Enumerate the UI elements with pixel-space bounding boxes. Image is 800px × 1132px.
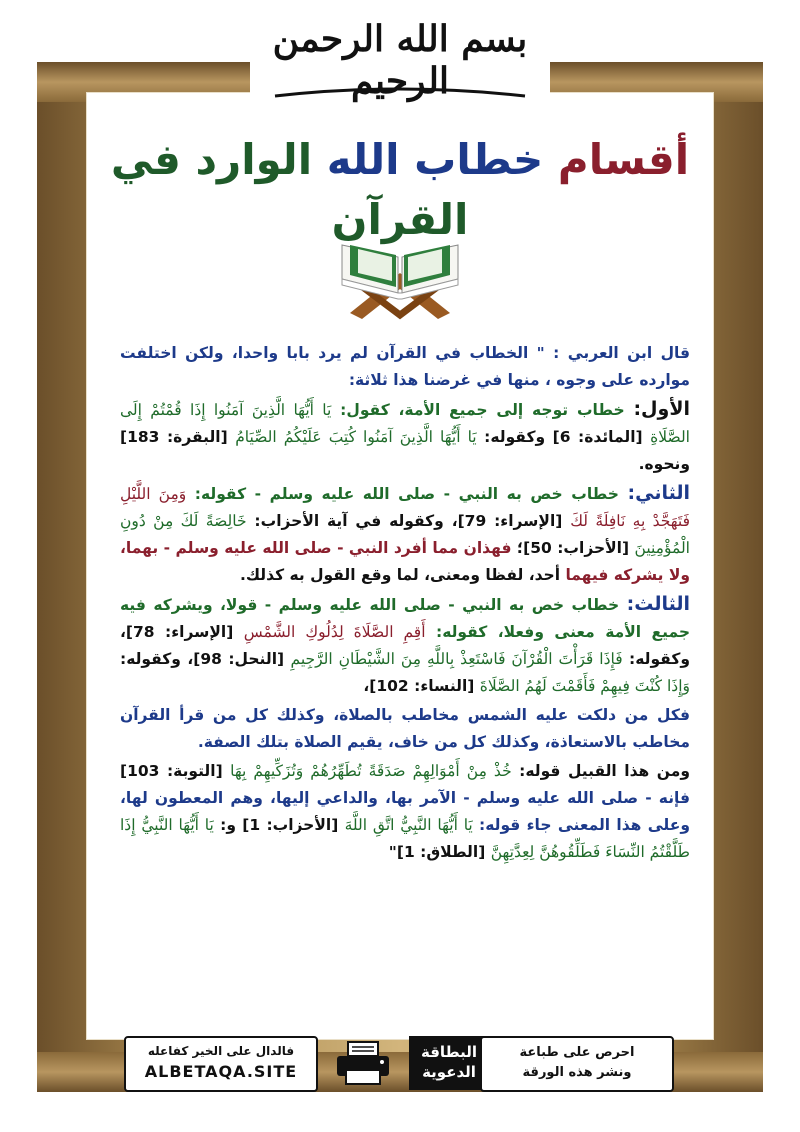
third-ref-1: [الإسراء: 78]، [120,623,234,641]
title-part-3: الوارد في القرآن [110,135,469,244]
third-ayah-3: وَإِذَا كُنْتَ فِيهِمْ فَأَقَمْتَ لَهُمُ الصَّلَاةَ [479,677,690,695]
second-ref-1: [الإسراء: 79]، [451,512,563,530]
open-quran-icon [330,215,470,325]
basmala-calligraphy: بسم الله الرحمن الرحيم [272,18,528,102]
footer-print-line-1: احرص على طباعة [519,1045,635,1060]
calligraphy-flourish-icon [270,86,530,102]
logo-line-1: البطاقة [420,1043,478,1061]
final-ref-1: [الأحزاب: 1] [242,816,339,834]
third-ref-3: [النساء: 102]، [363,677,475,695]
section-first [120,396,690,478]
logo-line-2: الدعوية [422,1063,476,1081]
first-and: وكقوله: [484,428,546,446]
article-body [120,340,690,868]
example-ref: [التوبة: 103] [120,762,223,780]
section-third [120,591,690,700]
third-and-1: وكقوله: [629,650,690,668]
example-paragraph [120,758,690,866]
example-note: فإنه - صلى الله عليه وسلم - الآمر بها، والداعي إليها، وهم المعطون لها، وعلى هذا المعنى جاء قوله: [120,789,690,834]
footer-proverb: فالدال على الخير كفاعله [147,1044,295,1058]
example-ayah: خُذْ مِنْ أَمْوَالِهِمْ صَدَقَةً تُطَهِّرُهُمْ وَتُزَكِّيهِمْ بِهَا [230,762,512,780]
first-text: خطاب توجه إلى جميع الأمة، كقول: [340,401,625,419]
footer-website: ALBETAQA.SITE [144,1062,298,1081]
second-note-b: أحد، لفظا ومعنى، لما وقع القول به كذلك. [239,566,561,584]
intro-text: قال ابن العربي : " الخطاب في القرآن لم يرد بابا واحدا، ولكن اختلفت موارده على وجوه ، منها في غرضنا هذا ثلاثة: [120,344,690,389]
second-note-a: فهذان مما أفرد النبي - صلى الله عليه وسلم - بهما، ولا يشركه فيهما [120,539,690,584]
section-second [120,480,690,589]
footer-website-box [124,1036,318,1092]
first-ref-2: [البقرة: 183] [120,428,228,446]
third-ayah-1: أَقِمِ الصَّلَاةَ لِدُلُوكِ الشَّمْسِ [243,623,426,641]
printer-icon [334,1040,392,1086]
second-ayah-2: خَالِصَةً لَكَ مِنْ دُونِ الْمُؤْمِنِينَ [120,512,690,557]
final-ayah-1: يَا أَيُّهَا النَّبِيُّ اتَّقِ اللَّهَ [344,816,473,834]
conclusion-text: فكل من دلكت عليه الشمس مخاطب بالصلاة، وكذلك كل من قرأ القرآن مخاطب بالاستعاذة، وكذلك كل من خاف، يقيم الصلاة بتلك الصفة. [120,706,690,751]
final-ref-2: [الطلاق: 1]" [388,843,486,861]
final-ayah-2: يَا أَيُّهَا النَّبِيُّ إِذَا طَلَّقْتُمُ النِّسَاءَ فَطَلِّقُوهُنَّ لِعِدَّتِهِنَّ [120,816,690,861]
first-ayah-1: يَا أَيُّهَا الَّذِينَ آمَنُوا إِذَا قُمْتُمْ إِلَى الصَّلَاةِ [120,401,690,446]
footer-print-line-2: ونشر هذه الورقة [522,1065,632,1080]
second-ref-2: [الأحزاب: 50]؛ [516,539,630,557]
final-and: و: [220,816,236,834]
title-part-2: خطاب الله [326,135,544,184]
title-part-1: أقسام [557,135,690,184]
brand-logo [409,1036,489,1090]
second-and: وكقوله في آية الأحزاب: [254,512,444,530]
conclusion-paragraph [120,702,690,756]
footer-bar [124,1036,674,1092]
third-label: الثالث: [626,593,690,615]
first-end: ونحوه. [638,455,690,473]
second-label: الثاني: [627,482,690,504]
third-text: خطاب خص به النبي - صلى الله عليه وسلم - قولا، ويشركه فيه جميع الأمة معنى وفعلا، كقوله: [120,596,691,641]
example-text: ومن هذا القبيل قوله: [519,762,690,780]
footer-print-box [480,1036,674,1092]
intro-paragraph [120,340,690,394]
first-label: الأول: [633,398,690,420]
first-ayah-2: يَا أَيُّهَا الَّذِينَ آمَنُوا كُتِبَ عَلَيْكُمُ الصِّيَامُ [235,428,477,446]
third-and-2: وكقوله: [120,650,181,668]
second-text: خطاب خص به النبي - صلى الله عليه وسلم - كقوله: [194,485,619,503]
second-ayah-1: وَمِنَ اللَّيْلِ فَتَهَجَّدْ بِهِ نَافِلَةً لَكَ [120,485,691,530]
first-ref-1: [المائدة: 6] [552,428,643,446]
third-ayah-2: فَإِذَا قَرَأْتَ الْقُرْآنَ فَاسْتَعِذْ بِاللَّهِ مِنَ الشَّيْطَانِ الرَّجِيمِ [290,650,623,668]
third-ref-2: [النحل: 98]، [187,650,285,668]
